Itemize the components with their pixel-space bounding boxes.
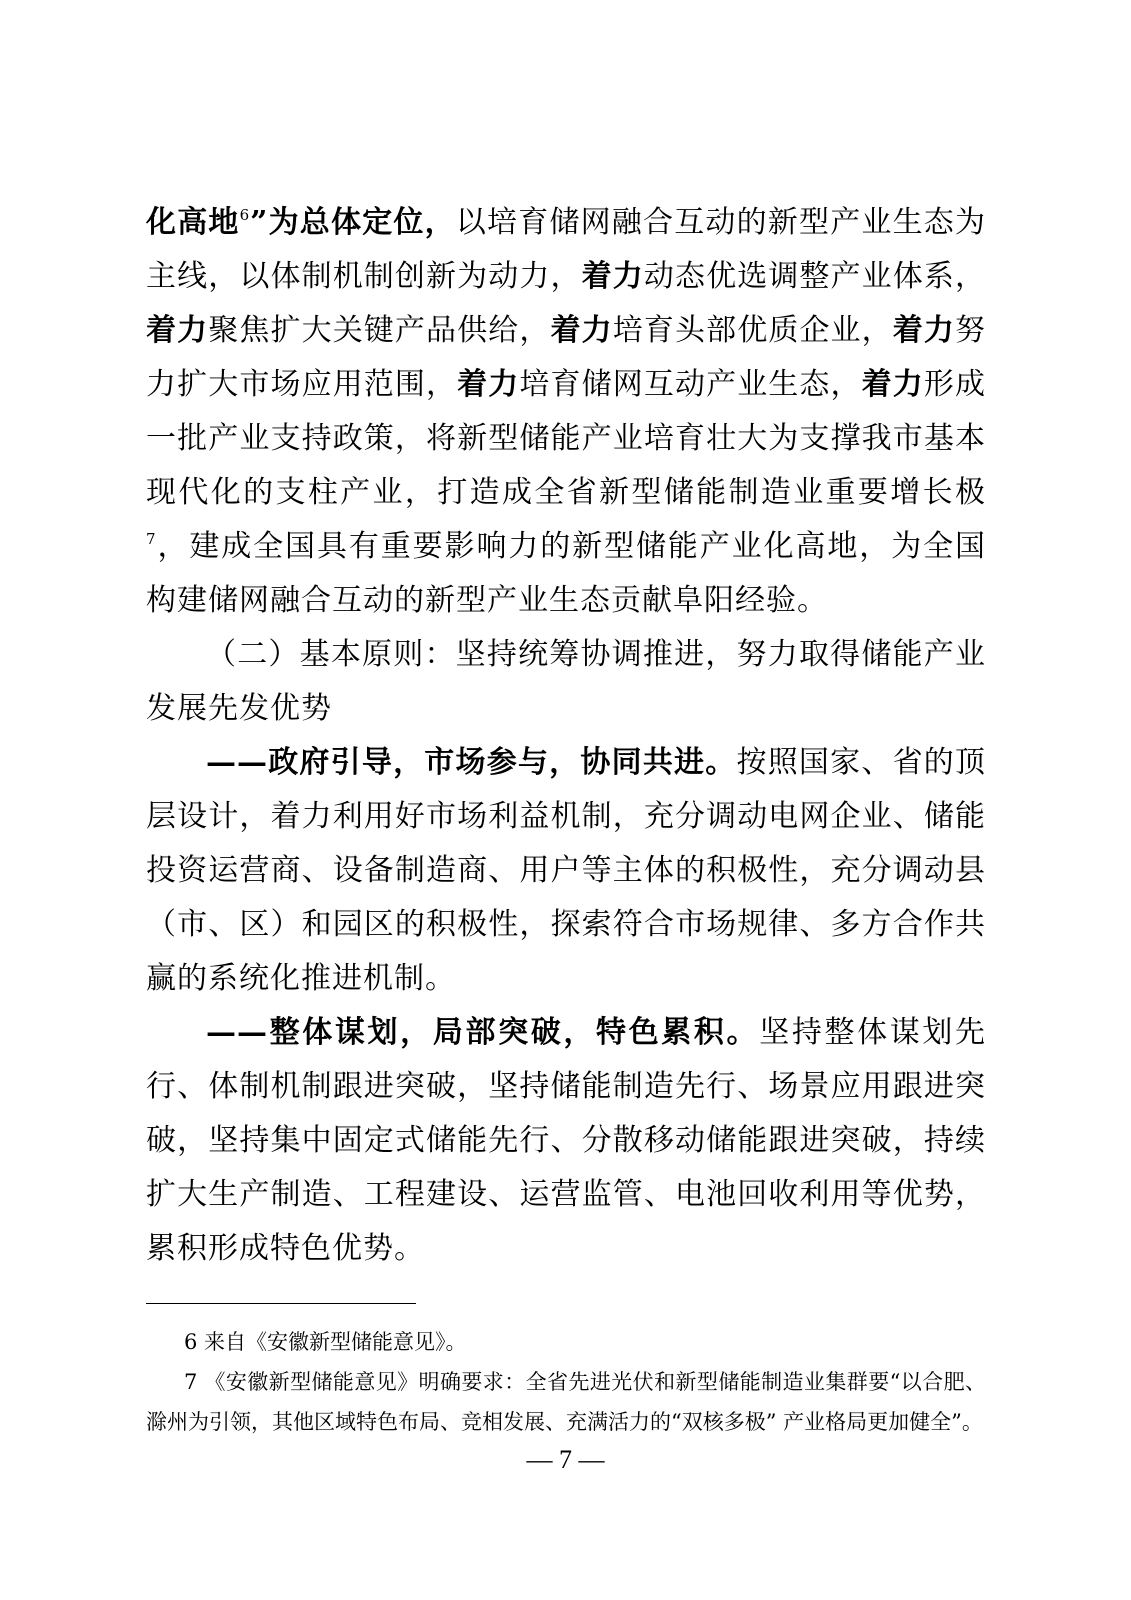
footnote-divider [146,1303,416,1304]
paragraph-overall-positioning [146,196,986,628]
text-run: 聚焦扩大关键产品供给， [208,313,551,348]
text-run: 培育储网互动产业生态， [519,367,862,402]
principle-text: 坚持整体谋划先行、体制机制跟进突破，坚持储能制造先行、场景应用跟进突破，坚持集中固定式储能先行、分散移动储能跟进突破，持续扩大生产制造、工程建设、运营监管、电池回收利用等优势，累积形成特色优势。 [146,1015,987,1266]
principle-title: ——整体谋划，局部突破，特色累积。 [206,1015,760,1050]
body-text [146,196,986,1276]
text-run: 动态优选调整产业体系， [643,259,987,294]
footnote-6: 6 来自《安徽新型储能意见》。 [184,1330,467,1354]
bold-lead: 化高地 [146,205,240,240]
principle-title: ——政府引导，市场参与，协同共进。 [206,745,737,780]
bold-keyword: 着力 [861,367,924,402]
text-run: 培育头部优质企业， [612,313,893,348]
bold-keyword: 着力 [550,313,613,348]
principle-text: 按照国家、省的顶层设计，着力利用好市场利益机制，充分调动电网企业、储能投资运营商、设备制造商、用户等主体的积极性，充分调动县（市、区）和园区的积极性，探索符合市场规律、多方合作共赢的系统化推进机制。 [146,745,987,996]
bold-keyword: 着力 [457,367,520,402]
section-heading-basic-principles: （二）基本原则：坚持统筹协调推进，努力取得储能产业发展先发优势 [146,637,986,726]
text-run: 形成一批产业支持政策，将新型储能产业培育壮大为支撑我市基本现代化的支柱产业，打造成全省新型储能制造业重要增长极 [146,367,987,510]
footnote-ref-6: 6 [239,206,251,224]
footnote-7: 7 《安徽新型储能意见》明确要求：全省先进光伏和新型储能制造业集群要“以合肥、滁州为引领，其他区域特色布局、竞相发展、充满活力的“双核多极” 产业格局更加健全”。 [146,1370,986,1434]
bold-keyword: 着力 [146,313,209,348]
bold-keyword: 着力 [892,313,956,348]
bold-keyword: 着力 [581,259,644,294]
text-run: 以培育储网融合互动的新型产业生态为主线，以体制机制创新为动力， [146,205,987,294]
bold-quote: ”为总体定位， [250,205,456,240]
footnotes [146,1322,986,1442]
principle-overall-planning [146,1006,986,1276]
text-run: 努力扩大市场应用范围， [146,313,987,402]
principle-government-guidance [146,736,986,1006]
text-run: ，建成全国具有重要影响力的新型储能产业化高地，为全国构建储网融合互动的新型产业生态贡献阜阳经验。 [146,529,986,618]
footnote-ref-7: 7 [146,530,157,548]
page-number: — 7 — [526,1445,605,1474]
